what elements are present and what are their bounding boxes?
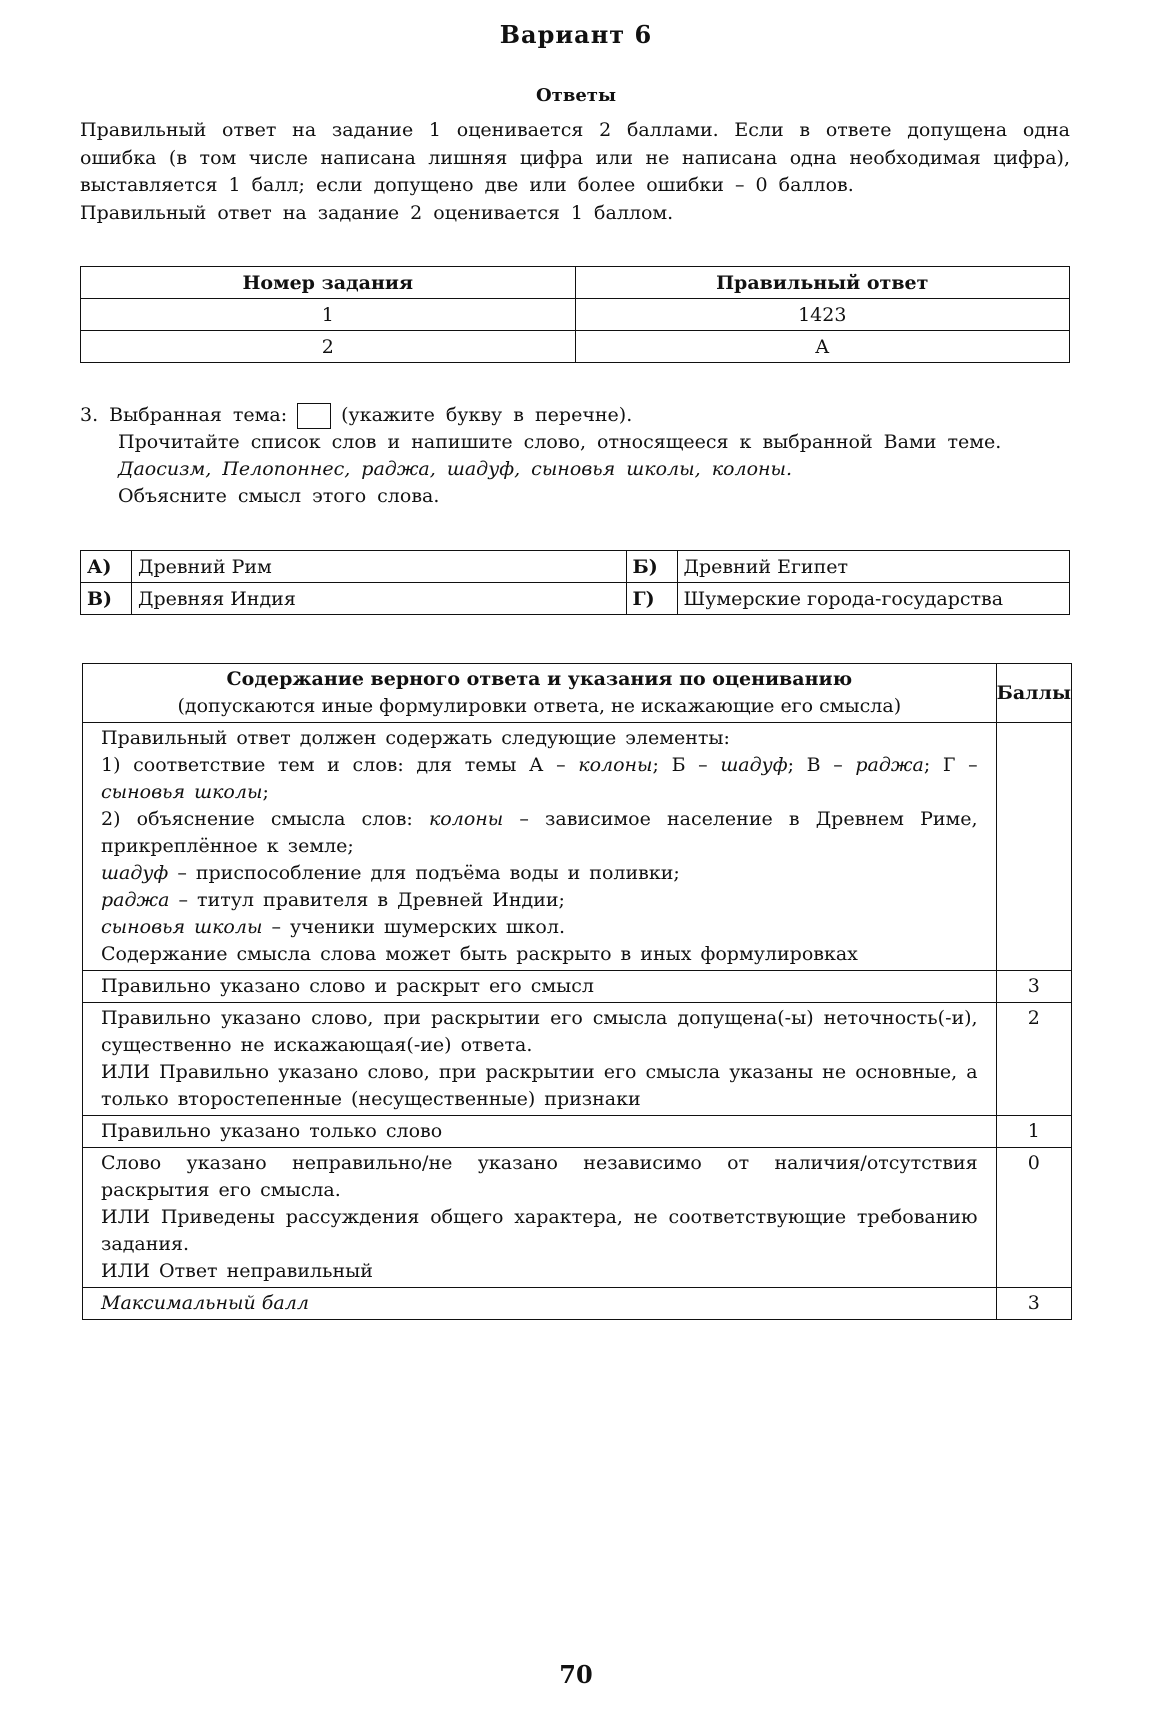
criterion-text	[83, 1148, 997, 1288]
column-header: Правильный ответ	[575, 267, 1070, 299]
table-row	[81, 551, 1070, 583]
task-3	[80, 402, 1070, 510]
criteria-header-main: Содержание верного ответа и указания по оцениванию	[226, 668, 853, 690]
answer-term: колоны	[428, 808, 504, 830]
page-title: Вариант 6	[499, 20, 653, 49]
answer-term: раджа	[101, 889, 170, 911]
criteria-row	[83, 1148, 1072, 1288]
criterion-points: 3	[996, 971, 1071, 1003]
criterion-text	[83, 1003, 997, 1116]
answer-definition	[101, 860, 978, 887]
table-row	[81, 583, 1070, 615]
criteria-header	[83, 664, 997, 723]
max-score-text: Максимальный балл	[101, 1292, 309, 1314]
criteria-header-row	[83, 664, 1072, 723]
table-header-row	[81, 267, 1070, 299]
answer-term: колоны	[578, 754, 653, 776]
themes-table	[80, 550, 1070, 615]
answer-text: – зависимое население в Древнем Риме, прикреплённое к земле;	[101, 808, 978, 857]
answer-note: Содержание смысла слова может быть раскрыто в иных формулировках	[101, 943, 858, 965]
criteria-header-sub: (допускаются иные формулировки ответа, не искажающие его смысла)	[177, 695, 902, 717]
answer-text: – приспособление для подъёма воды и поливки;	[177, 862, 680, 884]
points-header: Баллы	[996, 664, 1071, 723]
criterion-line: ИЛИ Правильно указано слово, при раскрытии его смысла указаны не основные, а только второстепенные (несущественные) признаки	[101, 1061, 978, 1110]
criteria-row	[83, 1116, 1072, 1148]
answer-text: – титул правителя в Древней Индии;	[178, 889, 565, 911]
task-3-word-list: Даосизм, Пелопоннес, раджа, шадуф, сыновья школы, колоны.	[118, 458, 793, 480]
task-3-label: 3. Выбранная тема:	[80, 404, 288, 426]
answer-content-row	[83, 723, 1072, 971]
answer-intro: Правильный ответ должен содержать следующие элементы:	[101, 727, 730, 749]
task-3-topic-line	[80, 402, 1070, 429]
answer-term: раджа	[855, 754, 924, 776]
answer-term: сыновья школы	[101, 916, 263, 938]
theme-name: Древний Рим	[132, 551, 627, 583]
correct-answer: 1423	[575, 299, 1070, 331]
theme-letter: А)	[81, 551, 132, 583]
criterion-line: Правильно указано слово, при раскрытии его смысла допущена(-ы) неточность(-и), существенно не искажающая(-ие) ответа.	[101, 1007, 978, 1056]
answer-term: шадуф	[720, 754, 788, 776]
page-number: 70	[559, 1660, 593, 1689]
criterion-points: 0	[996, 1148, 1071, 1288]
table-row	[81, 331, 1070, 363]
task-3-explain: Объясните смысл этого слова.	[118, 485, 440, 507]
answer-text: ; Б –	[652, 754, 708, 776]
answers-table	[80, 266, 1070, 363]
max-score-points: 3	[996, 1288, 1071, 1320]
answer-item-2	[101, 806, 978, 860]
answer-text: – ученики шумерских школ.	[271, 916, 565, 938]
criteria-row	[83, 1003, 1072, 1116]
answer-term: шадуф	[101, 862, 169, 884]
criterion-points: 1	[996, 1116, 1071, 1148]
criterion-text: Правильно указано слово и раскрыт его смысл	[83, 971, 997, 1003]
theme-name: Шумерские города-государства	[677, 583, 1070, 615]
answer-text: ; Г –	[923, 754, 978, 776]
criteria-row	[83, 971, 1072, 1003]
answer-term: сыновья школы	[101, 781, 263, 803]
answer-text: 1) соответствие тем и слов: для темы А –	[101, 754, 566, 776]
max-score-row	[83, 1288, 1072, 1320]
task-3-hint: (укажите букву в перечне).	[341, 404, 633, 426]
answer-text: ; В –	[787, 754, 843, 776]
points-cell	[996, 723, 1071, 971]
task-number: 2	[81, 331, 576, 363]
criteria-table	[82, 663, 1072, 1320]
theme-name: Древний Египет	[677, 551, 1070, 583]
task-3-instruction: Прочитайте список слов и напишите слово, относящееся к выбранной Вами теме.	[118, 431, 1002, 453]
scoring-intro	[80, 117, 1070, 227]
section-title: Ответы	[536, 85, 616, 106]
theme-letter: Г)	[626, 583, 677, 615]
max-score-label	[83, 1288, 997, 1320]
column-header: Номер задания	[81, 267, 576, 299]
intro-paragraph-1: Правильный ответ на задание 1 оценивается 2 баллами. Если в ответе допущена одна ошибка (в том числе написана лишняя цифра или не написана одна необходимая цифра), выставляется 1 балл; если допущено две или более ошибки – 0 баллов.	[80, 119, 1070, 196]
criterion-line: ИЛИ Ответ неправильный	[101, 1260, 373, 1282]
task-number: 1	[81, 299, 576, 331]
theme-name: Древняя Индия	[132, 583, 627, 615]
answer-text: 2) объяснение смысла слов:	[101, 808, 413, 830]
answer-item-1	[101, 752, 978, 806]
answer-definition	[101, 914, 978, 941]
theme-letter: В)	[81, 583, 132, 615]
table-row	[81, 299, 1070, 331]
criterion-text: Правильно указано только слово	[83, 1116, 997, 1148]
answer-text: ;	[262, 781, 269, 803]
answer-definition	[101, 887, 978, 914]
correct-answer: А	[575, 331, 1070, 363]
criterion-points: 2	[996, 1003, 1071, 1116]
criterion-line: Слово указано неправильно/не указано независимо от наличия/отсутствия раскрытия его смысла.	[101, 1152, 978, 1201]
theme-letter: Б)	[626, 551, 677, 583]
topic-answer-box[interactable]	[297, 403, 331, 429]
criterion-line: ИЛИ Приведены рассуждения общего характера, не соответствующие требованию задания.	[101, 1206, 978, 1255]
answer-content	[83, 723, 997, 971]
intro-paragraph-2: Правильный ответ на задание 2 оценивается 1 баллом.	[80, 201, 674, 224]
